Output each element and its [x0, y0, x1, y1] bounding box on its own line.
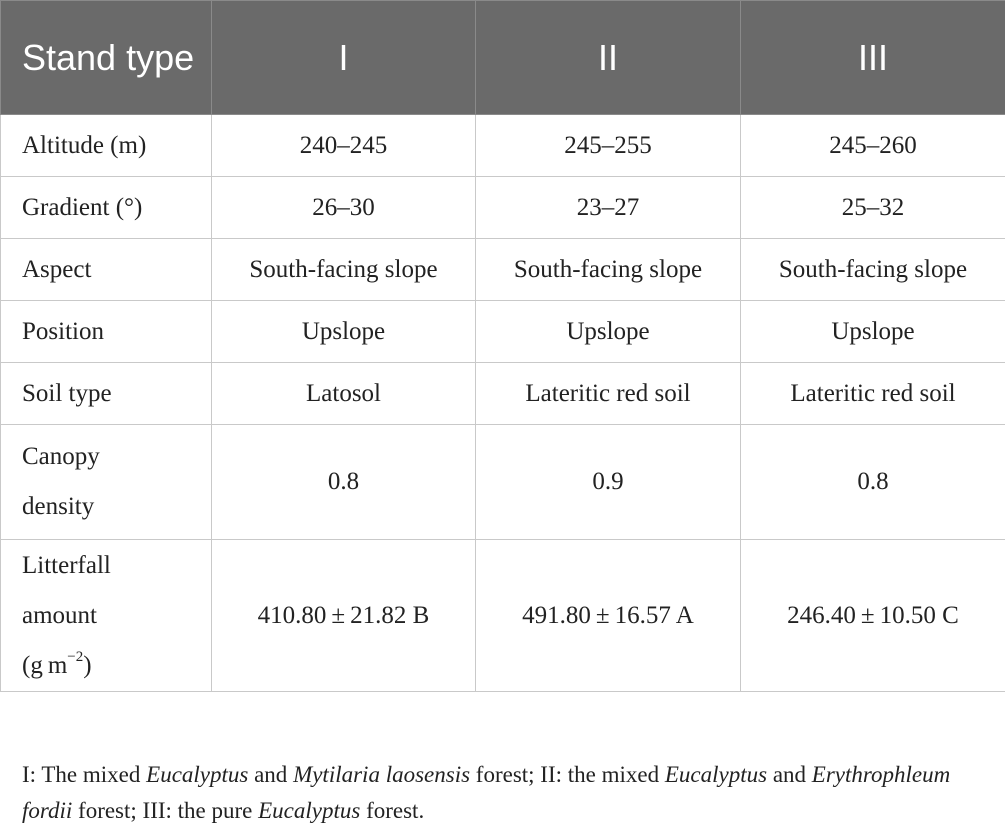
header-stand-ii: II	[476, 1, 741, 115]
table-cell: South-facing slope	[741, 239, 1005, 301]
table-cell: Lateritic red soil	[476, 363, 741, 425]
table-cell: Upslope	[741, 301, 1005, 363]
row-label-line: Litterfall	[22, 551, 111, 579]
unit-close: )	[83, 651, 92, 679]
header-stand-i: I	[212, 1, 476, 115]
table-cell: South-facing slope	[476, 239, 741, 301]
unit-exponent: −2	[67, 649, 84, 666]
table-row-position	[1, 301, 1005, 363]
row-label: Aspect	[1, 239, 212, 301]
species-name: Mytilaria laosensis	[293, 762, 471, 787]
table-footnote	[22, 757, 982, 829]
table-cell: Upslope	[212, 301, 476, 363]
table-cell: 0.8	[741, 425, 1005, 540]
header-row	[1, 1, 1005, 115]
table-cell: 0.8	[212, 425, 476, 540]
header-stand-iii: III	[741, 1, 1005, 115]
row-label: Gradient (°)	[1, 177, 212, 239]
row-label-line: amount	[22, 601, 97, 629]
row-label: Soil type	[1, 363, 212, 425]
species-name: Erythrophleum fordii	[22, 762, 951, 823]
footnote-text: forest; II: the mixed	[470, 762, 665, 787]
footnote-text: forest; III: the pure	[72, 798, 259, 823]
table-cell: Latosol	[212, 363, 476, 425]
table-row-gradient	[1, 177, 1005, 239]
species-name: Eucalyptus	[258, 798, 361, 823]
table-row-canopy-density	[1, 425, 1005, 540]
footnote-text: and	[767, 762, 812, 787]
unit-text: (g m	[22, 651, 68, 679]
row-label	[1, 540, 212, 692]
footnote-text: and	[248, 762, 294, 787]
table-cell: 26–30	[212, 177, 476, 239]
table-cell: 23–27	[476, 177, 741, 239]
table-cell: 246.40 ± 10.50 C	[741, 540, 1005, 692]
row-label: Position	[1, 301, 212, 363]
table-row-soil-type	[1, 363, 1005, 425]
species-name: Eucalyptus	[664, 762, 768, 787]
row-label	[1, 425, 212, 540]
table-cell: Upslope	[476, 301, 741, 363]
header-stand-type: Stand type	[1, 1, 212, 115]
row-label-line: Canopy	[22, 443, 100, 470]
footnote-text: I: The mixed	[22, 762, 147, 787]
table-cell: 410.80 ± 21.82 B	[212, 540, 476, 692]
table-cell: 0.9	[476, 425, 741, 540]
table-row-altitude	[1, 115, 1005, 177]
table-cell: 25–32	[741, 177, 1005, 239]
row-label-line: density	[22, 493, 95, 520]
table-row-aspect	[1, 239, 1005, 301]
table-cell: Lateritic red soil	[741, 363, 1005, 425]
row-label: Altitude (m)	[1, 115, 212, 177]
table-cell: 245–260	[741, 115, 1005, 177]
table-cell: 245–255	[476, 115, 741, 177]
footnote-text: forest.	[360, 798, 425, 823]
table-cell: 240–245	[212, 115, 476, 177]
table-row-litterfall-amount	[1, 540, 1005, 692]
species-name: Eucalyptus	[146, 762, 249, 787]
table-cell: South-facing slope	[212, 239, 476, 301]
table-cell: 491.80 ± 16.57 A	[476, 540, 741, 692]
